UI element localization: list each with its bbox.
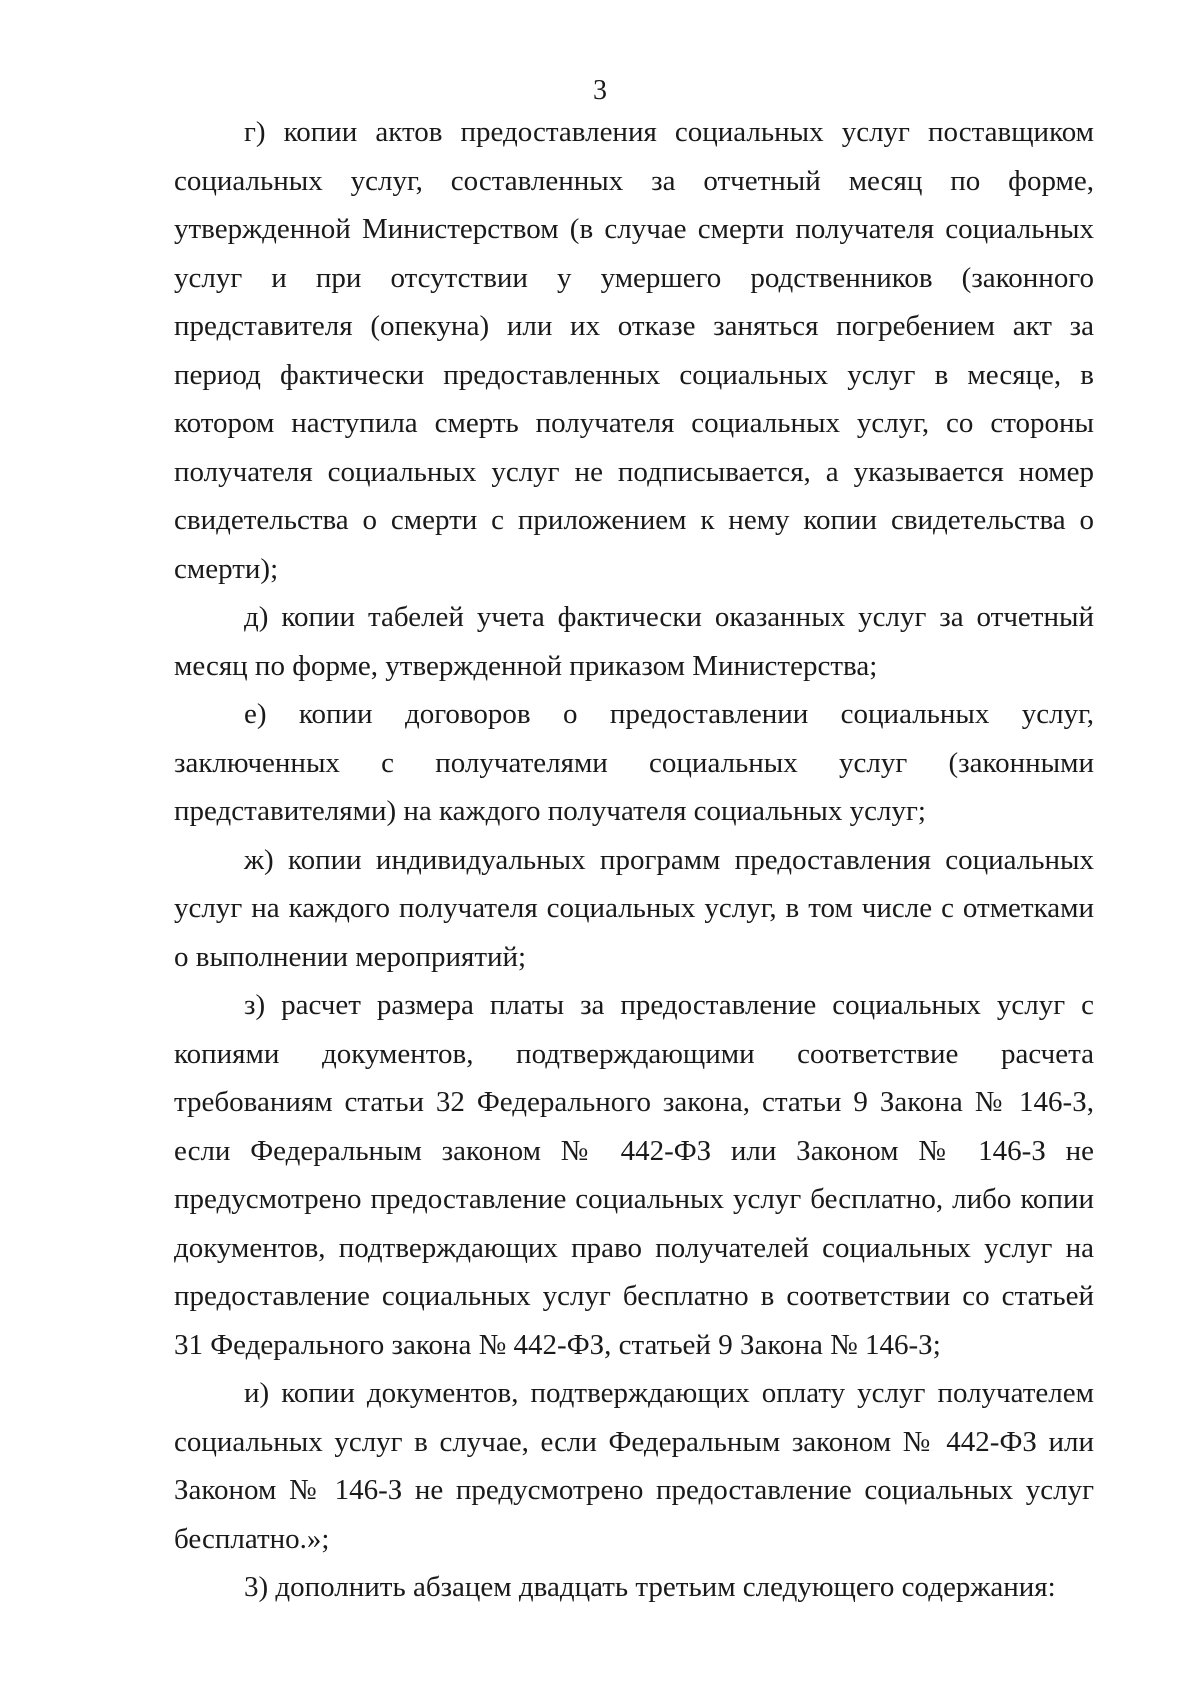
paragraph-zh: ж) копии индивидуальных программ предоставления социальных услуг на каждого получателя социальных услуг, в том числе с отметками о выполнении мероприятий; — [174, 843, 1094, 973]
paragraph-item-3: 3) дополнить абзацем двадцать третьим следующего содержания: — [244, 1571, 1056, 1603]
paragraph-d: д) копии табелей учета фактически оказанных услуг за отчетный месяц по форме, утвержденной приказом Министерства; — [174, 601, 1094, 682]
paragraph-z: з) расчет размера платы за предоставление социальных услуг с копиями документов, подтверждающими соответствие расчета требованиям статьи 32 Федерального закона, статьи 9 Закона № 146-З, если Федеральным законом № 442-ФЗ или Законом № 146-З не предусмотрено предоставление социальных услуг бесплатно, либо копии документов, подтверждающих право получателей социальных услуг на предоставление социальных услуг бесплатно в соответствии со статьей 31 Федерального закона № 442-ФЗ, статьей 9 Закона № 146-З; — [174, 989, 1094, 1361]
document-body — [174, 108, 1094, 1612]
paragraph-i: и) копии документов, подтверждающих оплату услуг получателем социальных услуг в случае, если Федеральным законом № 442-ФЗ или Законом № 146-З не предусмотрено предоставление социальных услуг бесплатно.»; — [174, 1377, 1094, 1555]
paragraph-g: г) копии актов предоставления социальных услуг поставщиком социальных услуг, составленных за отчетный месяц по форме, утвержденной Министерством (в случае смерти получателя социальных услуг и при отсутствии у умершего родственников (законного представителя (опекуна) или их отказе заняться погребением акт за период фактически предоставленных социальных услуг в месяце, в котором наступила смерть получателя социальных услуг, со стороны получателя социальных услуг не подписывается, а указывается номер свидетельства о смерти с приложением к нему копии свидетельства о смерти); — [174, 116, 1094, 585]
paragraph-e: е) копии договоров о предоставлении социальных услуг, заключенных с получателями социальных услуг (законными представителями) на каждого получателя социальных услуг; — [174, 698, 1094, 827]
page-number: 3 — [593, 75, 607, 106]
